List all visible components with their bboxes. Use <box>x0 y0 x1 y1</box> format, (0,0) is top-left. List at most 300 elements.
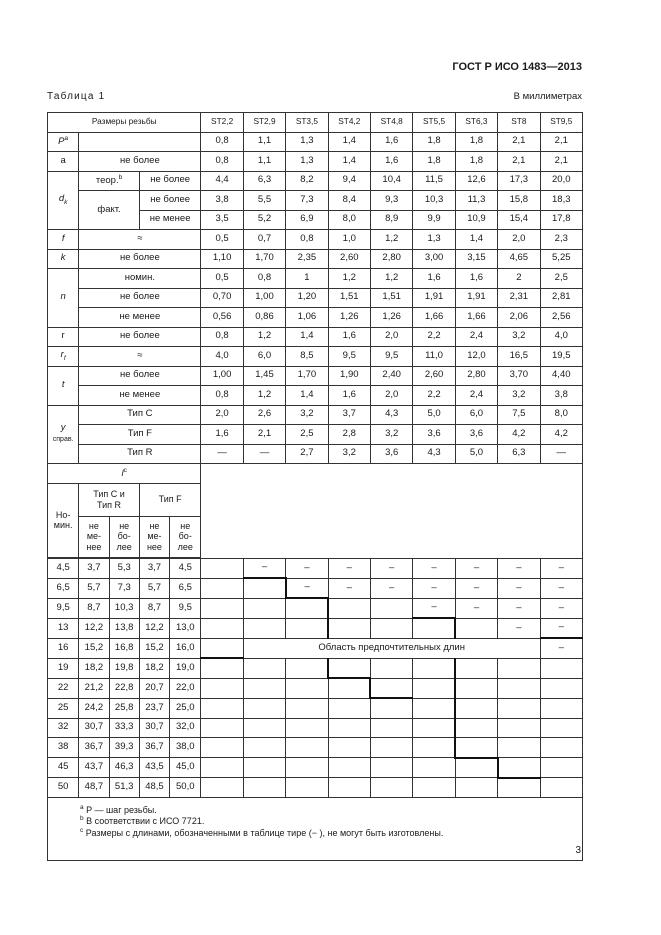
value-cell: 2,4 <box>455 386 497 406</box>
length-cr-max: 13,8 <box>109 618 139 638</box>
value-cell: 2,6 <box>243 405 285 425</box>
length-cell <box>370 738 412 758</box>
value-cell: 2,60 <box>413 366 455 386</box>
size-header: ST2,2 <box>201 113 243 133</box>
length-cr-min: 12,2 <box>79 618 109 638</box>
length-cell <box>328 698 370 718</box>
qualifier-max: не более <box>79 366 201 386</box>
value-cell: 8,9 <box>370 210 412 230</box>
value-cell: 1,4 <box>328 152 370 172</box>
size-header: ST6,3 <box>455 113 497 133</box>
length-cell <box>328 598 370 618</box>
length-cell: – <box>455 558 497 578</box>
value-cell: 9,5 <box>328 347 370 367</box>
value-cell: 5,0 <box>455 444 497 464</box>
value-cell: 3,6 <box>455 425 497 445</box>
value-cell: 8,4 <box>328 191 370 211</box>
value-cell: 1,8 <box>455 132 497 152</box>
value-cell: 1,4 <box>455 230 497 250</box>
value-cell: 0,7 <box>243 230 285 250</box>
length-cell <box>540 738 582 758</box>
length-cell <box>413 698 455 718</box>
value-cell: 7,5 <box>498 405 540 425</box>
value-cell: 2,1 <box>243 425 285 445</box>
length-cr-min: 43,7 <box>79 758 109 778</box>
value-cell: 1,6 <box>328 386 370 406</box>
length-cell <box>413 758 455 778</box>
length-f-min: 48,5 <box>139 778 169 798</box>
length-cr-max: 25,8 <box>109 698 139 718</box>
length-f-max: 6,5 <box>170 578 201 598</box>
length-f-max: 50,0 <box>170 778 201 798</box>
length-cell <box>328 618 370 638</box>
value-cell: 1,2 <box>328 269 370 289</box>
length-f-max: 22,0 <box>170 678 201 698</box>
value-cell: 2,35 <box>286 249 328 269</box>
qualifier-min: не менее <box>79 386 201 406</box>
length-cell: – <box>243 558 285 578</box>
qualifier-max: не более <box>79 249 201 269</box>
length-cell <box>328 678 370 698</box>
standard-code: ГОСТ Р ИСО 1483—2013 <box>452 61 582 73</box>
size-header: ST8 <box>498 113 540 133</box>
length-cr-max: 19,8 <box>109 658 139 678</box>
value-cell: 1,00 <box>243 288 285 308</box>
value-cell: 0,8 <box>243 269 285 289</box>
value-cell: 11,5 <box>413 171 455 191</box>
value-cell: 2,2 <box>413 386 455 406</box>
length-cell: – <box>498 578 540 598</box>
length-cell: – <box>498 618 540 638</box>
value-cell: 1,06 <box>286 308 328 328</box>
length-cell <box>286 678 328 698</box>
length-cr-min: 15,2 <box>79 638 109 658</box>
length-cr-min: 21,2 <box>79 678 109 698</box>
value-cell: 4,2 <box>498 425 540 445</box>
size-header: ST4,8 <box>370 113 412 133</box>
length-cr-max: 16,8 <box>109 638 139 658</box>
footnote: $^b$ В соответствии с ИСО 7721. <box>80 815 205 827</box>
value-cell: 2,81 <box>540 288 582 308</box>
length-cell <box>286 778 328 798</box>
length-cr-min: 24,2 <box>79 698 109 718</box>
length-cr-min: 30,7 <box>79 718 109 738</box>
value-cell: 2,8 <box>328 425 370 445</box>
length-max-header: не бо- лее <box>109 516 139 557</box>
length-cr-max: 33,3 <box>109 718 139 738</box>
value-cell: 10,3 <box>413 191 455 211</box>
length-cell <box>498 758 540 778</box>
length-cell: – <box>286 558 328 578</box>
table-row <box>48 618 583 638</box>
value-cell: 2,40 <box>370 366 412 386</box>
length-cell <box>455 718 497 738</box>
table-footnotes <box>48 798 583 861</box>
length-cell <box>540 698 582 718</box>
length-cell <box>243 778 285 798</box>
value-cell: 2,1 <box>498 152 540 172</box>
length-f-min: 36,7 <box>139 738 169 758</box>
length-cell <box>201 718 243 738</box>
value-cell: 17,8 <box>540 210 582 230</box>
value-cell: 4,3 <box>413 444 455 464</box>
length-f-max: 19,0 <box>170 658 201 678</box>
value-cell: 1,1 <box>243 132 285 152</box>
length-nominal: 50 <box>48 778 79 798</box>
length-f-max: 45,0 <box>170 758 201 778</box>
value-cell: 1,6 <box>455 269 497 289</box>
param-rf: $r_f$ <box>48 347 79 367</box>
value-cell: 17,3 <box>498 171 540 191</box>
length-cell: – <box>413 598 455 618</box>
value-cell: 1,6 <box>413 269 455 289</box>
value-cell: 1,66 <box>413 308 455 328</box>
value-cell: 8,2 <box>286 171 328 191</box>
length-nominal: 13 <box>48 618 79 638</box>
value-cell: 2,56 <box>540 308 582 328</box>
length-f-max: 13,0 <box>170 618 201 638</box>
value-cell: 1,3 <box>413 230 455 250</box>
length-cell <box>286 658 328 678</box>
length-f-min: 18,2 <box>139 658 169 678</box>
table-caption: Таблица 1 <box>47 91 106 102</box>
value-cell: 1,1 <box>243 152 285 172</box>
length-cell <box>455 678 497 698</box>
length-cell <box>286 738 328 758</box>
value-cell: 2,80 <box>370 249 412 269</box>
value-cell: 2,5 <box>540 269 582 289</box>
length-nominal: 4,5 <box>48 558 79 578</box>
length-cell <box>413 738 455 758</box>
qualifier-type-r: Тип R <box>79 444 201 464</box>
length-cell: – <box>540 578 582 598</box>
value-cell: 8,5 <box>286 347 328 367</box>
length-nominal: 16 <box>48 638 79 658</box>
length-cell <box>455 758 497 778</box>
qualifier-max: не более <box>79 152 201 172</box>
value-cell: 0,56 <box>201 308 243 328</box>
value-cell: 1,51 <box>328 288 370 308</box>
qualifier-max: не более <box>139 171 201 191</box>
length-cell <box>370 658 412 678</box>
value-cell: 1,91 <box>413 288 455 308</box>
value-cell: 18,3 <box>540 191 582 211</box>
length-cell <box>286 618 328 638</box>
length-cell <box>455 778 497 798</box>
length-cell <box>201 698 243 718</box>
table-row <box>48 718 583 738</box>
length-cell <box>243 738 285 758</box>
value-cell: 5,25 <box>540 249 582 269</box>
length-nominal: 45 <box>48 758 79 778</box>
length-type-cr-header: Тип C и Тип R <box>79 483 140 516</box>
length-cr-max: 39,3 <box>109 738 139 758</box>
length-cr-max: 46,3 <box>109 758 139 778</box>
length-cell: – <box>413 558 455 578</box>
length-cell <box>498 778 540 798</box>
value-cell: 6,0 <box>243 347 285 367</box>
value-cell: 1,91 <box>455 288 497 308</box>
value-cell: 2 <box>498 269 540 289</box>
preferred-area-label: Область предпочтительных длин <box>243 638 540 658</box>
value-cell: 2,0 <box>370 386 412 406</box>
table-row <box>48 578 583 598</box>
page-number: 3 <box>575 845 581 856</box>
length-nominal: 19 <box>48 658 79 678</box>
param-t: t <box>48 366 79 405</box>
value-cell: 4,3 <box>370 405 412 425</box>
value-cell: 12,0 <box>455 347 497 367</box>
footnote: $^a$ P — шаг резьбы. <box>80 804 157 815</box>
value-cell: 0,8 <box>286 230 328 250</box>
length-cr-max: 51,3 <box>109 778 139 798</box>
length-cell <box>201 618 243 638</box>
length-cr-min: 5,7 <box>79 578 109 598</box>
length-cr-min: 48,7 <box>79 778 109 798</box>
value-cell: 3,00 <box>413 249 455 269</box>
length-cell: – <box>286 578 328 598</box>
value-cell: 4,40 <box>540 366 582 386</box>
qualifier-approx: ≈ <box>79 347 201 367</box>
value-cell: 3,2 <box>286 405 328 425</box>
length-cell: – <box>455 598 497 618</box>
value-cell: 9,9 <box>413 210 455 230</box>
value-cell: 8,0 <box>328 210 370 230</box>
value-cell: 1,45 <box>243 366 285 386</box>
length-cell: – <box>540 638 582 658</box>
value-cell: 1,2 <box>243 386 285 406</box>
qualifier-type-c: Тип C <box>79 405 201 425</box>
length-cell <box>370 678 412 698</box>
table-row <box>48 638 583 658</box>
length-cell <box>286 698 328 718</box>
value-cell: 2,0 <box>370 327 412 347</box>
value-cell: 4,2 <box>540 425 582 445</box>
length-cell <box>328 738 370 758</box>
param-y: y справ. <box>48 405 79 464</box>
value-cell: 8,0 <box>540 405 582 425</box>
value-cell: 1,6 <box>201 425 243 445</box>
qualifier-min: не менее <box>139 210 201 230</box>
value-cell: 6,0 <box>455 405 497 425</box>
size-header: ST4,2 <box>328 113 370 133</box>
value-cell: 15,8 <box>498 191 540 211</box>
length-cell: – <box>498 558 540 578</box>
param-n: n <box>48 269 79 328</box>
param-a: a <box>48 152 79 172</box>
qualifier-fakt: факт. <box>79 191 140 230</box>
value-cell: 11,3 <box>455 191 497 211</box>
length-f-max: 4,5 <box>170 558 201 578</box>
value-cell: 3,2 <box>498 386 540 406</box>
length-cr-min: 36,7 <box>79 738 109 758</box>
length-cell <box>328 758 370 778</box>
value-cell: 1,10 <box>201 249 243 269</box>
value-cell: 2,1 <box>498 132 540 152</box>
value-cell: 4,0 <box>201 347 243 367</box>
length-cr-max: 5,3 <box>109 558 139 578</box>
length-cell <box>540 718 582 738</box>
length-f-min: 20,7 <box>139 678 169 698</box>
length-cell <box>243 658 285 678</box>
table-row <box>48 658 583 678</box>
param-p-qualifier <box>79 132 201 152</box>
value-cell: 2,2 <box>413 327 455 347</box>
size-header: ST5,5 <box>413 113 455 133</box>
qualifier-max: не более <box>79 288 201 308</box>
qualifier-nomin: номин. <box>79 269 201 289</box>
footnote: $^c$ Размеры с длинами, обозначенными в таблице тире (− ), не могут быть изготовлены. <box>80 826 444 838</box>
units-label: В миллиметрах <box>513 91 582 102</box>
length-f-max: 25,0 <box>170 698 201 718</box>
param-f: f <box>48 230 79 250</box>
value-cell: 19,5 <box>540 347 582 367</box>
length-min-header: не ме- нее <box>139 516 169 557</box>
length-cell: – <box>413 578 455 598</box>
length-nominal: 9,5 <box>48 598 79 618</box>
value-cell: 1 <box>286 269 328 289</box>
value-cell: 5,5 <box>243 191 285 211</box>
length-nominal: 38 <box>48 738 79 758</box>
length-cell: – <box>540 618 582 638</box>
table-row <box>48 678 583 698</box>
value-cell: 0,8 <box>201 132 243 152</box>
value-cell: 11,0 <box>413 347 455 367</box>
value-cell: 1,2 <box>370 230 412 250</box>
value-cell: 1,8 <box>455 152 497 172</box>
length-cell <box>540 678 582 698</box>
length-cell: – <box>328 558 370 578</box>
value-cell: 2,7 <box>286 444 328 464</box>
length-cell <box>243 578 285 598</box>
length-cell: – <box>498 598 540 618</box>
length-f-min: 23,7 <box>139 698 169 718</box>
value-cell: 3,70 <box>498 366 540 386</box>
length-f-max: 32,0 <box>170 718 201 738</box>
value-cell: 10,9 <box>455 210 497 230</box>
value-cell: 9,5 <box>370 347 412 367</box>
length-nominal: 32 <box>48 718 79 738</box>
length-cell <box>201 558 243 578</box>
length-cr-min: 18,2 <box>79 658 109 678</box>
value-cell: 6,9 <box>286 210 328 230</box>
length-cell <box>540 778 582 798</box>
value-cell: 6,3 <box>243 171 285 191</box>
value-cell: — <box>243 444 285 464</box>
value-cell: 1,6 <box>370 132 412 152</box>
value-cell: 0,86 <box>243 308 285 328</box>
length-cell <box>498 678 540 698</box>
length-cell <box>498 738 540 758</box>
length-type-f-header: Тип F <box>139 483 201 516</box>
length-cell <box>201 638 243 658</box>
value-cell: 1,6 <box>370 152 412 172</box>
length-cr-min: 3,7 <box>79 558 109 578</box>
length-header-blank <box>201 464 583 559</box>
value-cell: 3,2 <box>328 444 370 464</box>
value-cell: 1,4 <box>286 386 328 406</box>
value-cell: 2,0 <box>201 405 243 425</box>
length-cr-max: 22,8 <box>109 678 139 698</box>
value-cell: 1,6 <box>328 327 370 347</box>
length-cell <box>243 718 285 738</box>
length-cell <box>243 698 285 718</box>
value-cell: 2,1 <box>540 152 582 172</box>
length-cell: – <box>370 578 412 598</box>
value-cell: — <box>201 444 243 464</box>
length-cell <box>370 598 412 618</box>
param-k: k <box>48 249 79 269</box>
length-cell <box>328 718 370 738</box>
length-header: $l^c$ <box>48 464 201 484</box>
length-cr-min: 8,7 <box>79 598 109 618</box>
qualifier-approx: ≈ <box>79 230 201 250</box>
value-cell: 9,3 <box>370 191 412 211</box>
table-row <box>48 738 583 758</box>
length-cell: – <box>455 578 497 598</box>
length-f-max: 9,5 <box>170 598 201 618</box>
length-cell <box>201 598 243 618</box>
length-cell <box>328 658 370 678</box>
length-f-max: 38,0 <box>170 738 201 758</box>
length-f-min: 15,2 <box>139 638 169 658</box>
length-cell <box>243 758 285 778</box>
length-cell <box>370 698 412 718</box>
length-cell <box>413 718 455 738</box>
value-cell: 1,66 <box>455 308 497 328</box>
value-cell: 7,3 <box>286 191 328 211</box>
value-cell: 1,70 <box>286 366 328 386</box>
length-nominal-header: Но- мин. <box>48 483 79 557</box>
value-cell: 3,6 <box>413 425 455 445</box>
length-cell <box>455 738 497 758</box>
value-cell: 3,7 <box>328 405 370 425</box>
length-cell <box>201 738 243 758</box>
length-nominal: 22 <box>48 678 79 698</box>
length-cell <box>243 618 285 638</box>
value-cell: — <box>540 444 582 464</box>
value-cell: 2,31 <box>498 288 540 308</box>
length-cr-max: 10,3 <box>109 598 139 618</box>
length-cell: – <box>328 578 370 598</box>
value-cell: 1,00 <box>201 366 243 386</box>
length-cr-max: 7,3 <box>109 578 139 598</box>
length-cell <box>498 718 540 738</box>
param-r: r <box>48 327 79 347</box>
param-p: $P^a$ <box>48 132 79 152</box>
length-cell <box>370 758 412 778</box>
length-f-max: 16,0 <box>170 638 201 658</box>
value-cell: 4,0 <box>540 327 582 347</box>
value-cell: 3,2 <box>370 425 412 445</box>
value-cell: 2,3 <box>540 230 582 250</box>
length-cell <box>243 678 285 698</box>
value-cell: 3,8 <box>540 386 582 406</box>
length-cell <box>413 778 455 798</box>
qualifier-type-f: Тип F <box>79 425 201 445</box>
value-cell: 1,26 <box>328 308 370 328</box>
dimensions-table <box>47 112 583 861</box>
value-cell: 15,4 <box>498 210 540 230</box>
length-cell <box>413 618 455 638</box>
length-nominal: 25 <box>48 698 79 718</box>
value-cell: 1,70 <box>243 249 285 269</box>
length-f-min: 43,5 <box>139 758 169 778</box>
length-cell <box>201 578 243 598</box>
length-cell <box>413 678 455 698</box>
length-cell <box>455 618 497 638</box>
value-cell: 1,2 <box>370 269 412 289</box>
